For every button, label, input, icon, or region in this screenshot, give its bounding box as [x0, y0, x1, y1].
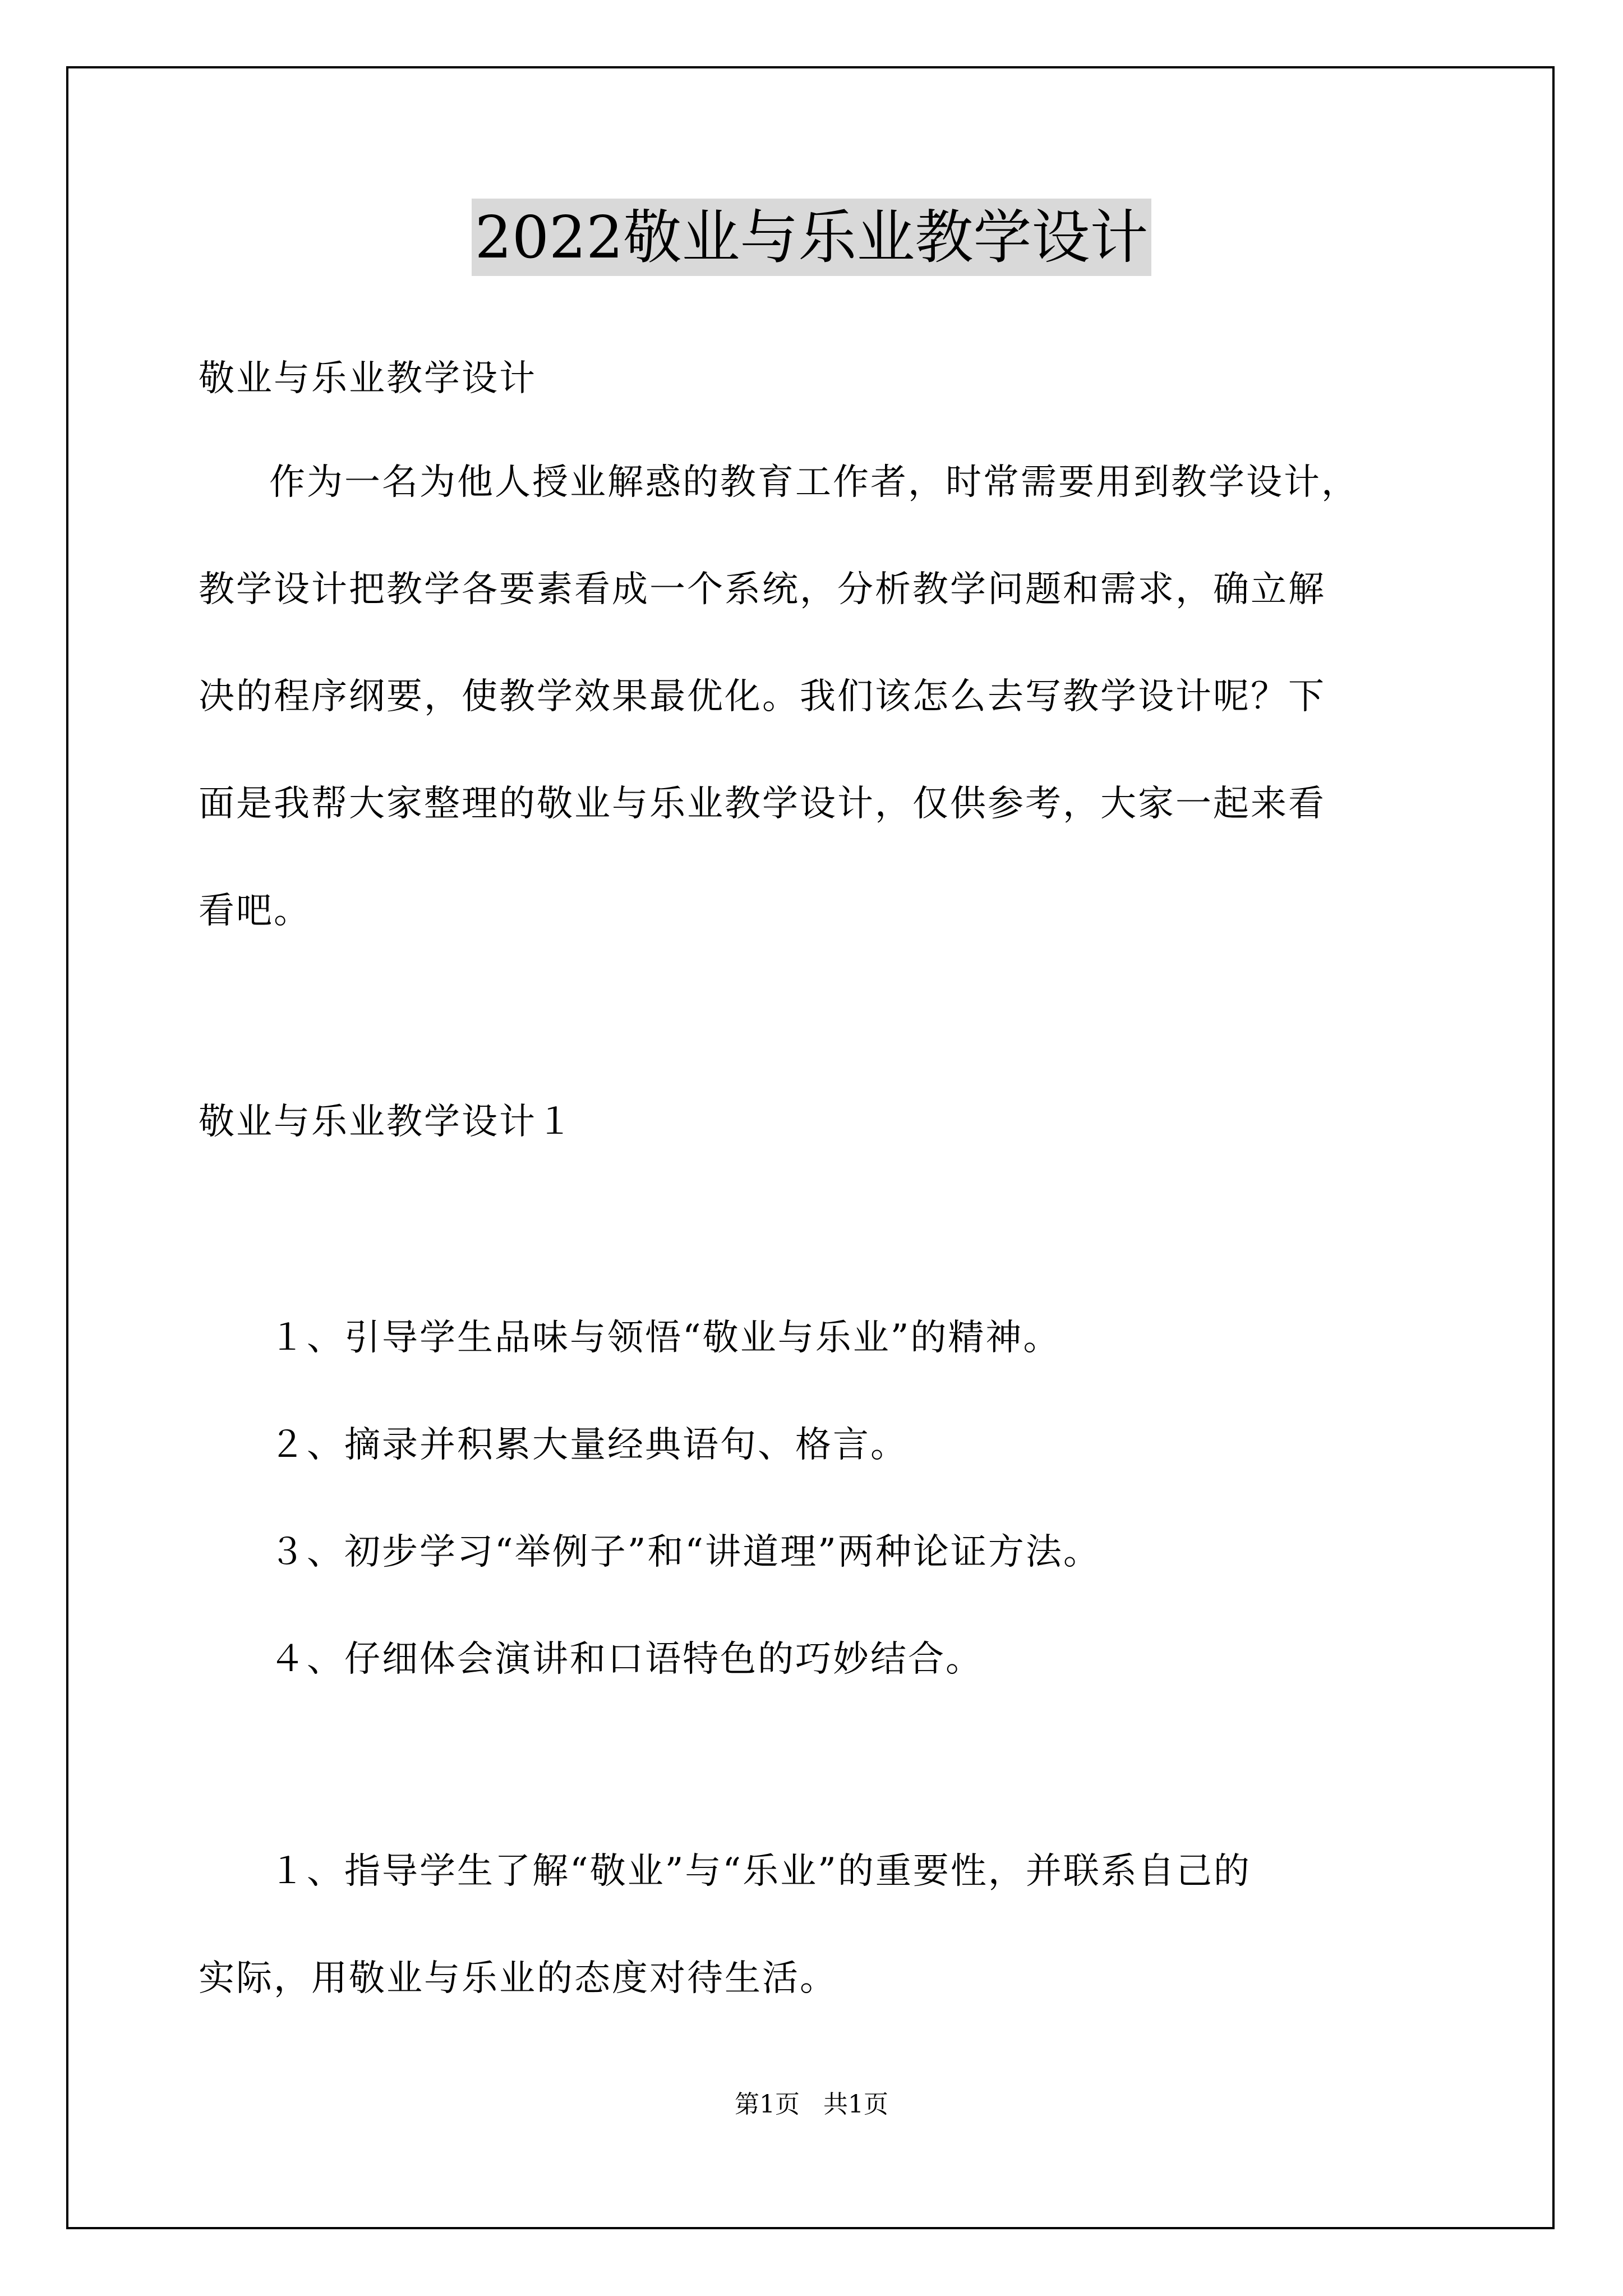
intro-line-5: 看吧。 [199, 890, 311, 932]
goal-line-1: １、指导学生了解“敬业”与“乐业”的重要性，并联系自己的 [269, 1851, 1251, 1892]
objective-4: ４、仔细体会演讲和口语特色的巧妙结合。 [269, 1639, 983, 1680]
intro-line-2: 教学设计把教学各要素看成一个系统，分析教学问题和需求，确立解 [199, 569, 1326, 610]
document-title: 2022敬业与乐业教学设计 [472, 199, 1152, 276]
intro-line-1: 作为一名为他人授业解惑的教育工作者，时常需要用到教学设计， [269, 462, 1359, 503]
section-heading: 敬业与乐业教学设计１ [199, 1101, 574, 1143]
objective-1: １、引导学生品味与领悟“敬业与乐业”的精神。 [269, 1317, 1061, 1359]
goal-line-2: 实际，用敬业与乐业的态度对待生活。 [199, 1958, 837, 1999]
objective-2: ２、摘录并积累大量经典语句、格言。 [269, 1424, 908, 1466]
subtitle: 敬业与乐业教学设计 [199, 358, 537, 399]
intro-line-3: 决的程序纲要，使教学效果最优化。我们该怎么去写教学设计呢？下 [199, 676, 1326, 717]
title-container [0, 199, 1623, 276]
intro-line-4: 面是我帮大家整理的敬业与乐业教学设计，仅供参考，大家一起来看 [199, 783, 1326, 825]
page-footer: 第1页 共1页 [735, 2090, 888, 2119]
objective-3: ３、初步学习“举例子”和“讲道理”两种论证方法。 [269, 1531, 1101, 1573]
